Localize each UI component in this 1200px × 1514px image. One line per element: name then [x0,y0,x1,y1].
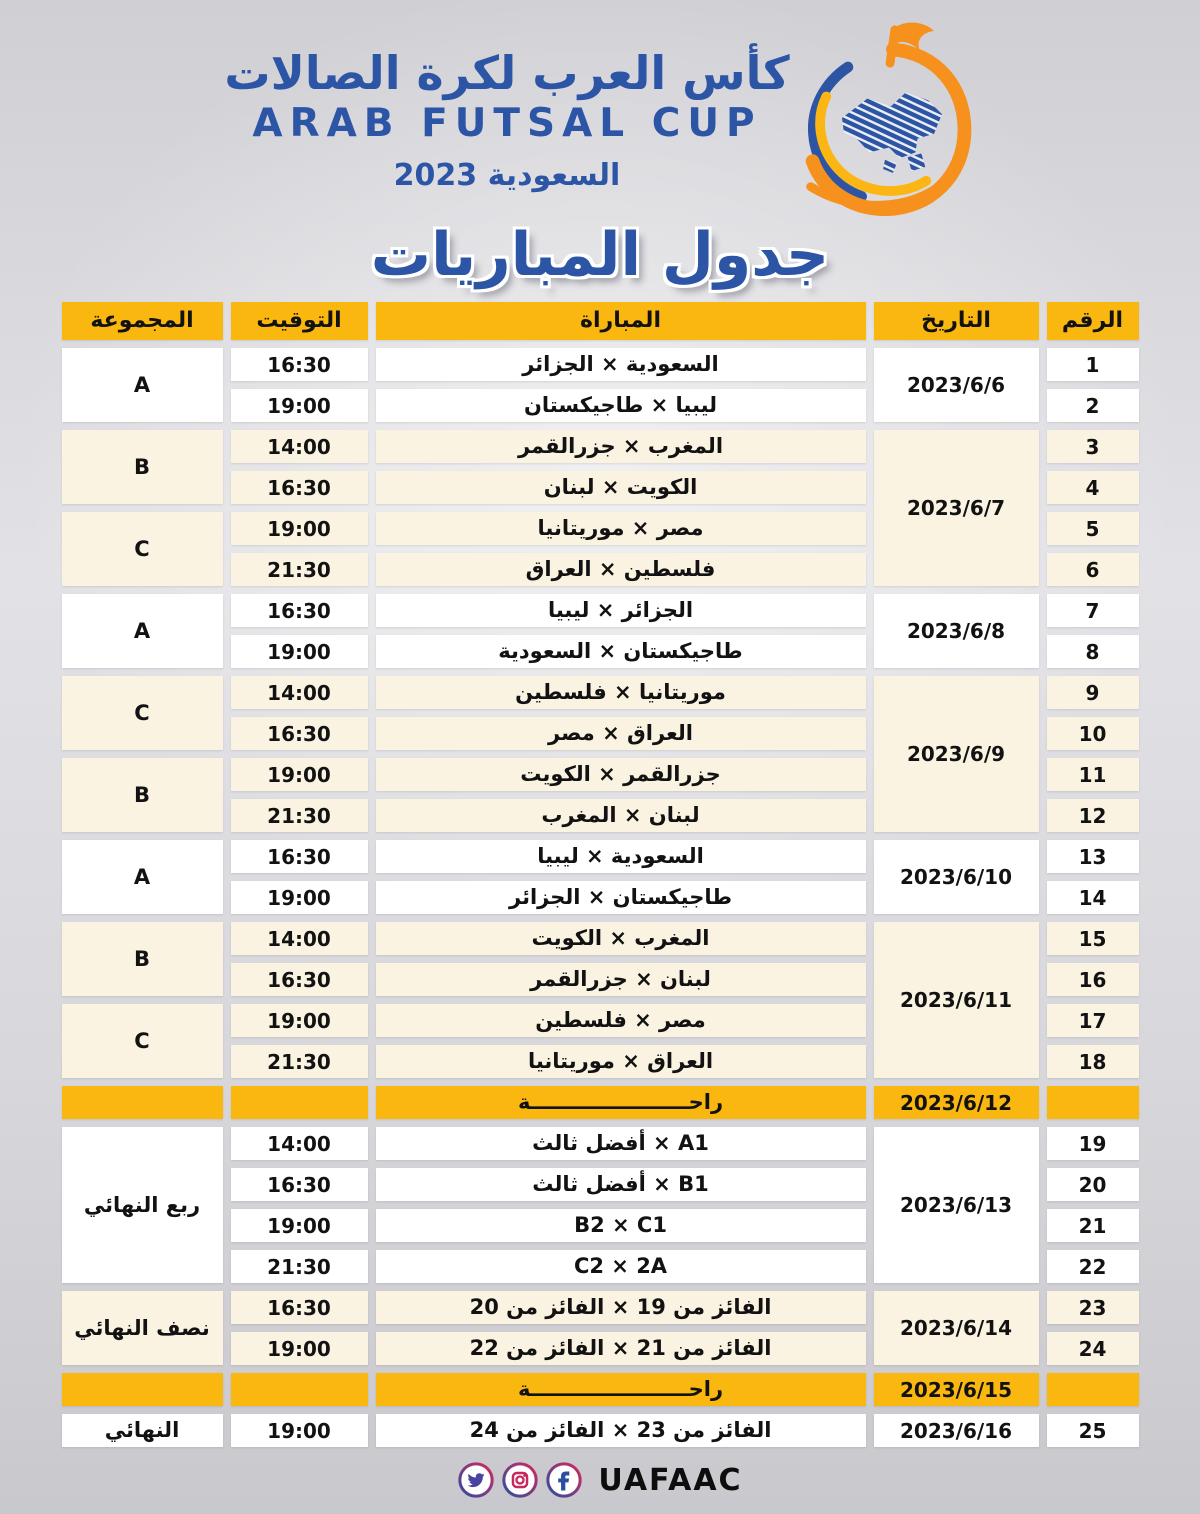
match-number-cell: 15 [1047,922,1139,955]
match-cell: السعودية × الجزائر [376,348,866,381]
date-cell: 2023/6/11 [874,922,1039,1078]
match-cell: موريتانيا × فلسطين [376,676,866,709]
time-cell: 16:30 [231,1291,368,1324]
match-number-cell: 24 [1047,1332,1139,1365]
match-number-cell: 11 [1047,758,1139,791]
time-cell: 19:00 [231,512,368,545]
tournament-logo-icon [804,22,976,218]
match-cell: الفائز من 21 × الفائز من 22 [376,1332,866,1365]
match-number-cell: 1 [1047,348,1139,381]
time-cell: 19:00 [231,881,368,914]
twitter-icon [457,1461,495,1499]
date-cell: 2023/6/12 [874,1086,1039,1119]
match-number-cell: 4 [1047,471,1139,504]
time-cell: 16:30 [231,840,368,873]
match-number-cell: 8 [1047,635,1139,668]
match-number-cell: 6 [1047,553,1139,586]
tournament-title-arabic: كأس العرب لكرة الصالات [224,45,790,100]
match-cell: طاجيكستان × السعودية [376,635,866,668]
match-number-cell: 12 [1047,799,1139,832]
rest-number-cell [1047,1086,1139,1119]
rest-group-cell [62,1373,223,1406]
group-cell: B [62,430,223,504]
group-cell: C [62,512,223,586]
group-cell: C [62,1004,223,1078]
tournament-title-english: ARAB FUTSAL CUP [252,101,762,147]
match-cell: B1 × أفضل ثالث [376,1168,866,1201]
match-number-cell: 21 [1047,1209,1139,1242]
match-cell: لبنان × المغرب [376,799,866,832]
date-cell: 2023/6/13 [874,1127,1039,1283]
time-cell: 19:00 [231,1332,368,1365]
date-cell: 2023/6/10 [874,840,1039,914]
time-cell: 19:00 [231,1414,368,1447]
time-cell: 21:30 [231,553,368,586]
match-number-cell: 18 [1047,1045,1139,1078]
match-number-cell: 3 [1047,430,1139,463]
time-cell: 21:30 [231,1045,368,1078]
rest-group-cell [62,1086,223,1119]
date-cell: 2023/6/16 [874,1414,1039,1447]
match-number-cell: 17 [1047,1004,1139,1037]
group-cell: نصف النهائي [62,1291,223,1365]
rest-label-cell: راحــــــــــــــــــــــة [376,1086,866,1119]
time-cell: 14:00 [231,1127,368,1160]
time-cell: 16:30 [231,594,368,627]
group-cell: النهائي [62,1414,223,1447]
match-cell: A1 × أفضل ثالث [376,1127,866,1160]
date-cell: 2023/6/14 [874,1291,1039,1365]
match-cell: المغرب × الكويت [376,922,866,955]
match-number-cell: 16 [1047,963,1139,996]
rest-number-cell [1047,1373,1139,1406]
match-number-cell: 2 [1047,389,1139,422]
group-cell: C [62,676,223,750]
match-number-cell: 19 [1047,1127,1139,1160]
time-cell: 19:00 [231,635,368,668]
time-cell: 14:00 [231,922,368,955]
date-cell: 2023/6/7 [874,430,1039,586]
time-cell: 19:00 [231,758,368,791]
match-cell: C2 × 2A [376,1250,866,1283]
time-cell: 16:30 [231,1168,368,1201]
match-cell: ليبيا × طاجيكستان [376,389,866,422]
rest-time-cell [231,1373,368,1406]
time-cell: 19:00 [231,1004,368,1037]
match-cell: لبنان × جزرالقمر [376,963,866,996]
group-cell: B [62,758,223,832]
brand-text [224,47,789,194]
group-cell: B [62,922,223,996]
time-cell: 16:30 [231,471,368,504]
match-cell: الفائز من 23 × الفائز من 24 [376,1414,866,1447]
time-cell: 16:30 [231,717,368,750]
time-cell: 16:30 [231,963,368,996]
match-cell: مصر × موريتانيا [376,512,866,545]
match-cell: السعودية × ليبيا [376,840,866,873]
time-cell: 21:30 [231,799,368,832]
time-cell: 14:00 [231,676,368,709]
brand-header [0,0,1200,218]
date-cell: 2023/6/6 [874,348,1039,422]
date-cell: 2023/6/15 [874,1373,1039,1406]
time-cell: 16:30 [231,348,368,381]
group-cell: A [62,840,223,914]
page-title: جدول المباريات [370,220,830,290]
tournament-logo [804,22,976,218]
schedule-grid [62,302,1139,1447]
rest-label-cell: راحــــــــــــــــــــــة [376,1373,866,1406]
match-number-cell: 5 [1047,512,1139,545]
match-cell: مصر × فلسطين [376,1004,866,1037]
date-cell: 2023/6/9 [874,676,1039,832]
facebook-icon [545,1461,583,1499]
match-cell: طاجيكستان × الجزائر [376,881,866,914]
group-cell: A [62,594,223,668]
match-number-cell: 7 [1047,594,1139,627]
match-cell: الفائز من 19 × الفائز من 20 [376,1291,866,1324]
match-number-cell: 9 [1047,676,1139,709]
match-number-cell: 10 [1047,717,1139,750]
match-number-cell: 25 [1047,1414,1139,1447]
col-header-date: التاريخ [874,302,1039,340]
col-header-number: الرقم [1047,302,1139,340]
match-number-cell: 20 [1047,1168,1139,1201]
match-cell: العراق × موريتانيا [376,1045,866,1078]
time-cell: 19:00 [231,389,368,422]
match-cell: الجزائر × ليبيا [376,594,866,627]
match-cell: الكويت × لبنان [376,471,866,504]
date-cell: 2023/6/8 [874,594,1039,668]
col-header-match: المباراة [376,302,866,340]
tournament-host-year: السعودية 2023 [393,158,621,194]
match-cell: B2 × C1 [376,1209,866,1242]
time-cell: 14:00 [231,430,368,463]
match-cell: فلسطين × العراق [376,553,866,586]
match-number-cell: 13 [1047,840,1139,873]
col-header-group: المجموعة [62,302,223,340]
footer [0,1461,1200,1499]
match-number-cell: 22 [1047,1250,1139,1283]
match-cell: العراق × مصر [376,717,866,750]
match-cell: المغرب × جزرالقمر [376,430,866,463]
footer-brand: UAFAAC [598,1462,743,1498]
rest-time-cell [231,1086,368,1119]
social-icons [457,1461,583,1499]
match-cell: جزرالقمر × الكويت [376,758,866,791]
instagram-icon [501,1461,539,1499]
match-number-cell: 14 [1047,881,1139,914]
group-cell: ربع النهائي [62,1127,223,1283]
col-header-time: التوقيت [231,302,368,340]
time-cell: 19:00 [231,1209,368,1242]
match-number-cell: 23 [1047,1291,1139,1324]
time-cell: 21:30 [231,1250,368,1283]
group-cell: A [62,348,223,422]
